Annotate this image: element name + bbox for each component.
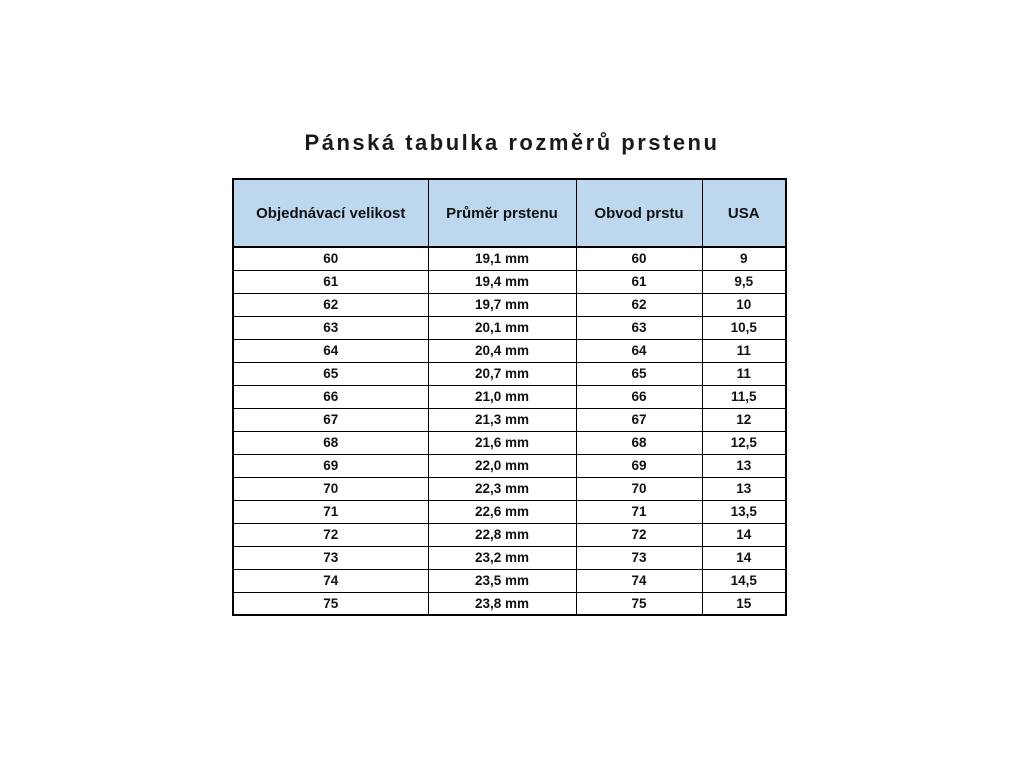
table-cell: 69: [233, 454, 428, 477]
column-header-order-size: Objednávací velikost: [233, 179, 428, 247]
table-row: [233, 592, 786, 615]
table-cell: 61: [233, 270, 428, 293]
table-row: [233, 408, 786, 431]
table-cell: 73: [233, 546, 428, 569]
table-cell: 14,5: [702, 569, 786, 592]
table-cell: 60: [233, 247, 428, 270]
table-row: [233, 431, 786, 454]
table-row: [233, 523, 786, 546]
table-cell: 67: [576, 408, 702, 431]
table-cell: 13,5: [702, 500, 786, 523]
table-cell: 10,5: [702, 316, 786, 339]
table-cell: 67: [233, 408, 428, 431]
table-cell: 68: [576, 431, 702, 454]
table-cell: 60: [576, 247, 702, 270]
table-cell: 11,5: [702, 385, 786, 408]
table-cell: 20,1 mm: [428, 316, 576, 339]
table-cell: 70: [576, 477, 702, 500]
table-cell: 71: [576, 500, 702, 523]
table-cell: 11: [702, 339, 786, 362]
table-cell: 21,6 mm: [428, 431, 576, 454]
table-cell: 63: [233, 316, 428, 339]
table-cell: 20,7 mm: [428, 362, 576, 385]
table-row: [233, 454, 786, 477]
table-cell: 9,5: [702, 270, 786, 293]
table-cell: 74: [233, 569, 428, 592]
table-row: [233, 569, 786, 592]
table-cell: 12,5: [702, 431, 786, 454]
table-cell: 69: [576, 454, 702, 477]
table-cell: 63: [576, 316, 702, 339]
table-cell: 12: [702, 408, 786, 431]
table-cell: 22,0 mm: [428, 454, 576, 477]
table-cell: 10: [702, 293, 786, 316]
table-cell: 13: [702, 477, 786, 500]
table-row: [233, 362, 786, 385]
table-header: [233, 179, 786, 247]
table-cell: 66: [233, 385, 428, 408]
table-row: [233, 316, 786, 339]
table-cell: 19,1 mm: [428, 247, 576, 270]
table-row: [233, 500, 786, 523]
table-cell: 75: [576, 592, 702, 615]
table-cell: 21,3 mm: [428, 408, 576, 431]
table-row: [233, 546, 786, 569]
table-cell: 22,6 mm: [428, 500, 576, 523]
table-cell: 23,5 mm: [428, 569, 576, 592]
table-cell: 22,8 mm: [428, 523, 576, 546]
table-cell: 70: [233, 477, 428, 500]
column-header-finger-circumference: Obvod prstu: [576, 179, 702, 247]
table-cell: 19,7 mm: [428, 293, 576, 316]
table-cell: 19,4 mm: [428, 270, 576, 293]
table-row: [233, 293, 786, 316]
table-cell: 23,8 mm: [428, 592, 576, 615]
table-cell: 64: [233, 339, 428, 362]
table-cell: 72: [576, 523, 702, 546]
table-cell: 75: [233, 592, 428, 615]
table-cell: 11: [702, 362, 786, 385]
table-cell: 23,2 mm: [428, 546, 576, 569]
table-row: [233, 270, 786, 293]
ring-size-table: [232, 178, 787, 616]
table-cell: 72: [233, 523, 428, 546]
table-cell: 15: [702, 592, 786, 615]
table-cell: 64: [576, 339, 702, 362]
table-header-row: [233, 179, 786, 247]
table-cell: 9: [702, 247, 786, 270]
table-body: [233, 247, 786, 615]
table-cell: 71: [233, 500, 428, 523]
table-cell: 62: [233, 293, 428, 316]
table-cell: 68: [233, 431, 428, 454]
page-title: Pánská tabulka rozměrů prstenu: [304, 130, 720, 155]
table-cell: 13: [702, 454, 786, 477]
table-cell: 21,0 mm: [428, 385, 576, 408]
column-header-ring-diameter: Průměr prstenu: [428, 179, 576, 247]
table-row: [233, 339, 786, 362]
table-cell: 14: [702, 523, 786, 546]
table-row: [233, 477, 786, 500]
table-cell: 22,3 mm: [428, 477, 576, 500]
table-cell: 66: [576, 385, 702, 408]
ring-size-table-container: [232, 178, 787, 616]
table-row: [233, 385, 786, 408]
table-cell: 73: [576, 546, 702, 569]
table-row: [233, 247, 786, 270]
table-cell: 65: [576, 362, 702, 385]
table-cell: 74: [576, 569, 702, 592]
table-cell: 20,4 mm: [428, 339, 576, 362]
table-cell: 65: [233, 362, 428, 385]
column-header-usa: USA: [702, 179, 786, 247]
table-cell: 62: [576, 293, 702, 316]
table-cell: 14: [702, 546, 786, 569]
table-cell: 61: [576, 270, 702, 293]
